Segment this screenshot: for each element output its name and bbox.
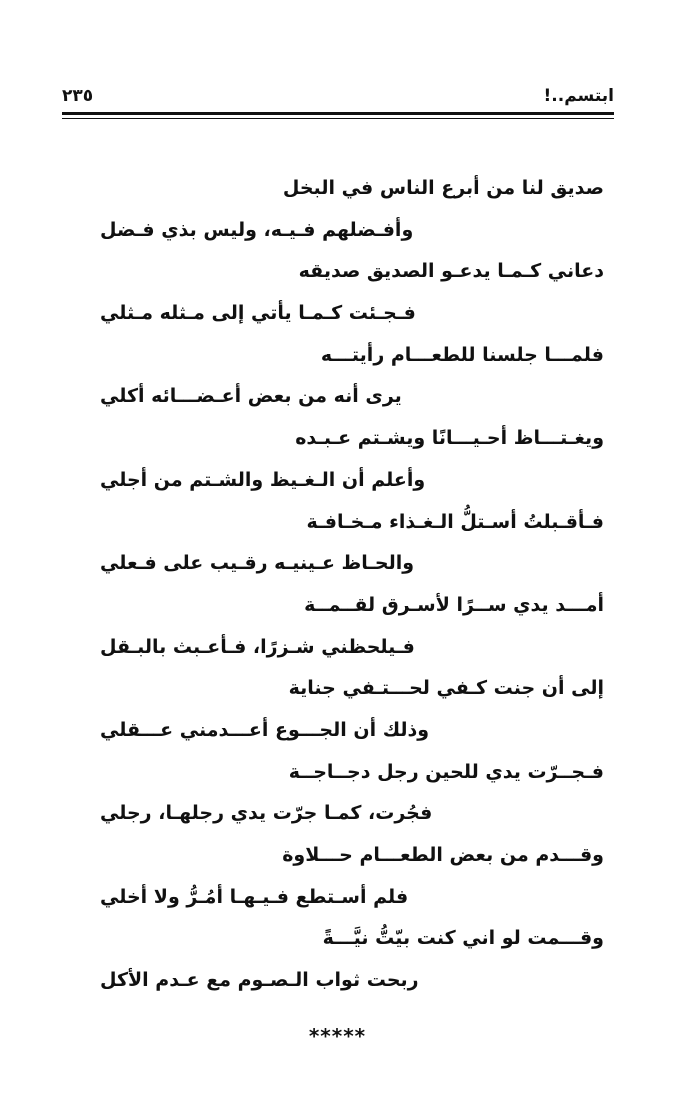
verse-line: وأعلم أن الـغـيظ والشـتم من أجلي bbox=[100, 468, 426, 491]
verse-line: وقـــدم من بعض الطعـــام حـــلاوة bbox=[282, 844, 604, 866]
verse-line: فـجــرّت يدي للحين رجل دجــاجــة bbox=[288, 760, 604, 783]
header-rule-thin bbox=[62, 118, 614, 119]
verse-line: فـجـئت كـمـا يأتي إلى مـثله مـثلي bbox=[100, 302, 416, 325]
verse-line: إلى أن جنت كـفي لحـــتـفي جناية bbox=[288, 677, 604, 700]
verse-line: والحـاظ عـينيـه رقـيب على فـعلي bbox=[100, 552, 415, 575]
verse-line: فلمـــا جلسنا للطعـــام رأيتـــه bbox=[320, 343, 604, 366]
verse-line: وذلك أن الجـــوع أعـــدمني عـــقلي bbox=[100, 718, 430, 741]
verse-line: يرى أنه من بعض أعـضـــائه أكلي bbox=[100, 385, 402, 408]
verse-line: وأفـضلهم فـيـه، وليس بذي فـضل bbox=[100, 218, 414, 241]
page-number: ٢٣٥ bbox=[62, 86, 94, 106]
verse-line: دعاني كـمـا يدعـو الصديق صديقه bbox=[298, 260, 604, 283]
verse-line: ربحت ثواب الـصـوم مع عـدم الأكل bbox=[100, 969, 419, 992]
poem bbox=[100, 168, 604, 1002]
verse-line: فـأقـبلتُ أسـتلُّ الـغـذاء مـخـافـة bbox=[306, 510, 604, 533]
verse-line: فجُرت، كمـا جرّت يدي رجلهـا، رجلي bbox=[100, 802, 433, 825]
running-title: ابتسم..! bbox=[543, 86, 614, 106]
verse-line: وقـــمت لو اني كنت بيّتُّ نيَّـــةً bbox=[322, 927, 604, 950]
verse-line: أمـــد يدي ســرًا لأسـرق لقــمــة bbox=[304, 593, 604, 616]
header-rule-thick bbox=[62, 112, 614, 115]
verse-line: فلم أسـتطع فـيـهـا أمُـرُّ ولا أخلي bbox=[100, 885, 409, 908]
page-header bbox=[62, 82, 614, 112]
verse-line: فـيلحظني شـزرًا، فـأعـبث بالبـقل bbox=[100, 635, 415, 658]
section-end-mark: ***** bbox=[308, 1024, 367, 1048]
verse-line: صديق لنا من أبرع الناس في البخل bbox=[282, 177, 604, 199]
verse-line: ويغـتـــاظ أحـيـــانًا ويشـتم عـبـده bbox=[295, 427, 604, 450]
